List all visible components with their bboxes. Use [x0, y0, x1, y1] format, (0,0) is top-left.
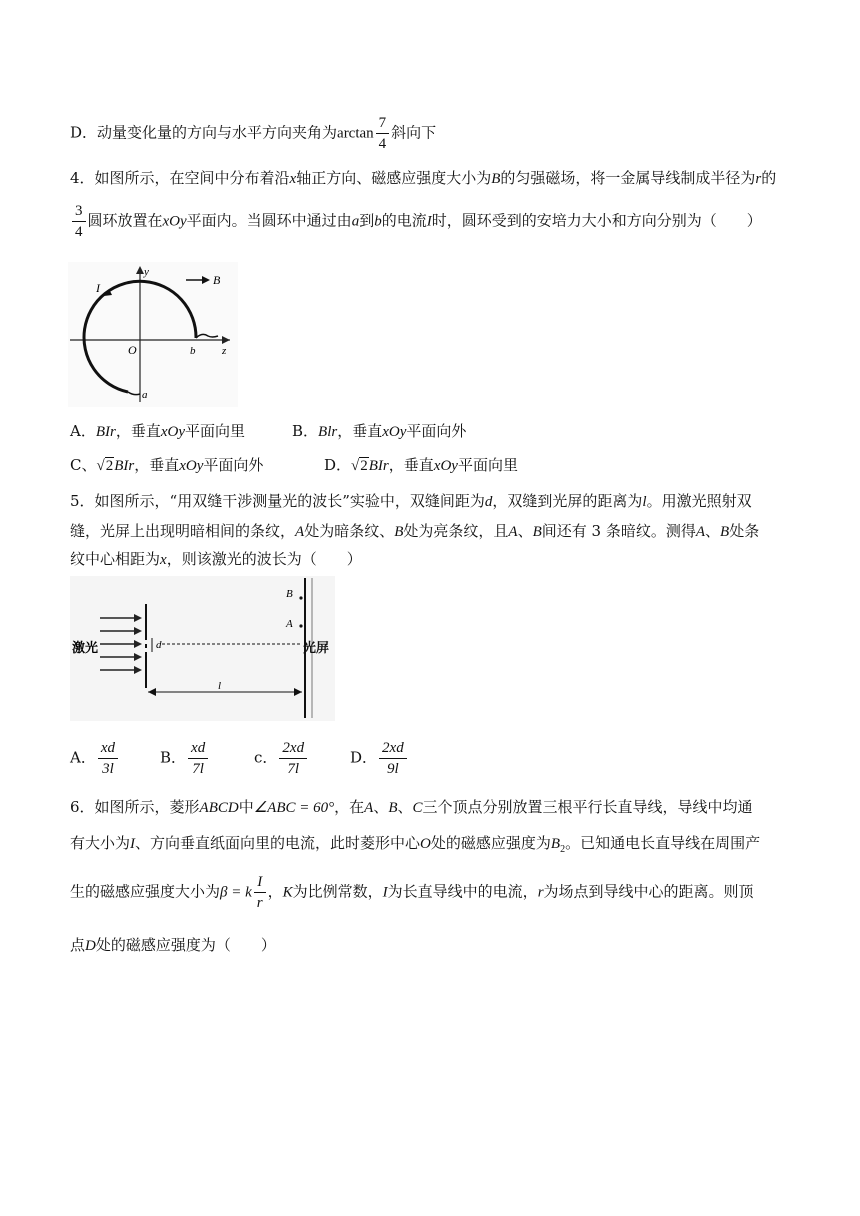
- q6-beta: β = k: [220, 884, 252, 901]
- q5-t10: 处条: [729, 522, 760, 540]
- q4-option-c: [70, 454, 263, 475]
- q3d-tail: 斜向下: [391, 123, 437, 142]
- q4a-t: ，垂直: [115, 422, 161, 440]
- q4-frac-den: 4: [75, 224, 83, 240]
- q6-B2: B: [550, 836, 561, 852]
- q4c-label: C、: [70, 456, 97, 474]
- fig5-label-d: d: [156, 639, 162, 651]
- q5-t5: 处为暗条纹、: [304, 522, 395, 540]
- fig5-label-laser: 激光: [72, 641, 99, 656]
- q6-r: r: [537, 884, 544, 901]
- q4-t5: 圆环放置在: [87, 211, 163, 230]
- q6-t9: 生的磁感应强度大小为: [70, 882, 221, 901]
- fig4-label-I: I: [96, 281, 100, 295]
- q5-option-b: [160, 738, 210, 779]
- q5-t6: 处为亮条纹，且: [403, 522, 509, 540]
- q5-d: d: [484, 494, 493, 510]
- q6-line3: [70, 872, 754, 913]
- q6-t11: 为比例常数，: [292, 882, 383, 901]
- q4b-label: B．: [292, 422, 319, 440]
- q4b-p: xOy: [382, 424, 407, 440]
- q4d-e: 平面向里: [457, 456, 518, 474]
- q4-fraction: [72, 201, 86, 242]
- q6-line2: [70, 832, 760, 855]
- q3d-func: arctan: [337, 125, 374, 142]
- fig4-label-b: b: [190, 345, 196, 357]
- q6-t13: 为场点到导线中心的距离。则顶: [543, 882, 754, 901]
- q5-option-d: [350, 738, 409, 779]
- q5-double-slit-figure: [70, 576, 335, 721]
- q5-A: A: [295, 524, 305, 540]
- q3d-text: D．动量变化量的方向与水平方向夹角为: [70, 123, 338, 142]
- q4-ring-figure: [68, 262, 238, 407]
- q4-I: I: [426, 213, 432, 230]
- q4-t1: 4．如图所示，在空间中分布着沿: [70, 169, 290, 187]
- q6-t3: ，在: [334, 798, 365, 816]
- q5-t4: 缝，光屏上出现明暗相间的条纹，: [70, 522, 296, 540]
- q4c-m: BIr: [114, 458, 135, 474]
- q4-a: a: [351, 213, 360, 230]
- q4-option-a: [70, 420, 245, 441]
- q6-angle: ∠ABC = 60°: [253, 800, 335, 816]
- q6-t4: 三个顶点分别放置三根平行长直导线，导线中均通: [422, 798, 753, 816]
- q4d-label: D．: [324, 456, 352, 474]
- q5a-label: A．: [70, 748, 96, 767]
- q4d-t: ，垂直: [388, 456, 434, 474]
- q5a-den: 3l: [102, 761, 114, 777]
- q6-C: C: [412, 800, 423, 816]
- fig5-label-screen: 光屏: [303, 641, 330, 656]
- q4c-p: xOy: [179, 458, 204, 474]
- q5c-label: c．: [254, 748, 278, 767]
- fig4-label-z: z: [222, 345, 227, 357]
- q6-s2: 、: [397, 798, 413, 816]
- q6-line4: [70, 934, 276, 955]
- q5-A2: A: [508, 524, 518, 540]
- q4b-e: 平面向外: [406, 422, 467, 440]
- q5-l: l: [642, 494, 647, 510]
- point-A-dot: [299, 624, 302, 627]
- q5-B2: B: [532, 524, 542, 540]
- fig5-label-B: B: [286, 588, 293, 600]
- q6-t2: 中: [238, 798, 254, 816]
- q4-b: b: [374, 213, 382, 230]
- q5b-frac: [188, 738, 208, 779]
- q4a-e: 平面向里: [185, 422, 246, 440]
- q4-line1: [70, 167, 776, 188]
- q6-frac-num: I: [254, 872, 266, 893]
- fig5-label-A: A: [286, 618, 293, 630]
- q4-line2: [70, 201, 762, 242]
- q3d-fraction: [376, 113, 390, 154]
- q4-r: r: [755, 171, 762, 187]
- q5-option-a: [70, 738, 120, 779]
- q5b-den: 7l: [192, 761, 204, 777]
- q5c-den: 7l: [287, 761, 300, 777]
- q5a-frac: [98, 738, 118, 779]
- q4-t4: 的: [761, 169, 777, 187]
- q6-D: D: [85, 938, 96, 954]
- q5-t2: ，双缝到光屏的距离为: [492, 492, 643, 510]
- q3d-den: 4: [378, 136, 387, 152]
- q6-frac-den: r: [256, 895, 263, 911]
- q6-I: I: [130, 836, 136, 852]
- q4a-p: xOy: [160, 424, 186, 440]
- q4-B: B: [491, 171, 501, 187]
- q6-A: A: [364, 800, 374, 816]
- q5-t12: ，则该激光的波长为（ ）: [166, 550, 362, 568]
- q3d-num: 7: [376, 113, 390, 134]
- q4d-rad: 2: [360, 458, 368, 474]
- q6-s1: 、: [373, 798, 389, 816]
- q6-I2: I: [382, 884, 388, 901]
- q5c-num: 2xd: [279, 738, 307, 759]
- q6-t14: 点: [70, 936, 86, 954]
- q4c-sqrt: √2: [96, 458, 114, 474]
- q5-x: x: [160, 552, 167, 568]
- q4-t6: 平面内。当圆环中通过由: [186, 211, 352, 230]
- fig4-label-B: B: [213, 273, 221, 287]
- q5-A3: A: [695, 524, 706, 540]
- q6-B: B: [388, 800, 398, 816]
- q6-t6: 、方向垂直纸面向里的电流，此时菱形中心: [135, 834, 421, 852]
- q4-frac-num: 3: [72, 201, 86, 222]
- q6-t7: 处的磁感应强度为: [430, 834, 551, 852]
- q5a-num: xd: [98, 738, 118, 759]
- q6-line1: [70, 796, 753, 817]
- fig4-label-O: O: [128, 343, 137, 357]
- q3-option-d: [70, 113, 436, 154]
- q6-O: O: [420, 836, 431, 852]
- q6-t15: 处的磁感应强度为（ ）: [95, 936, 276, 954]
- q5-t8: 间还有 3 条暗纹。测得: [541, 522, 696, 540]
- q5-t3: 。用激光照射双: [646, 492, 752, 510]
- q4c-rad: 2: [105, 458, 114, 474]
- q5d-num: 2xd: [379, 738, 407, 759]
- q5-B3: B: [720, 524, 730, 540]
- q4-t9: 时，圆环受到的安培力大小和方向分别为（ ）: [431, 211, 762, 230]
- q6-t5: 有大小为: [70, 834, 131, 852]
- q6-sub2: 2: [560, 844, 566, 855]
- q6-t12: 为长直导线中的电流，: [387, 882, 538, 901]
- q5d-den: 9l: [387, 761, 399, 777]
- q5d-label: D．: [350, 748, 378, 767]
- q6-K: K: [282, 884, 293, 901]
- q4c-t: ，垂直: [134, 456, 180, 474]
- q4a-label: A．: [70, 422, 96, 440]
- q4b-m: Blr: [318, 424, 338, 440]
- q4d-p: xOy: [433, 458, 458, 474]
- q5-t11: 纹中心相距为: [70, 550, 161, 568]
- q4-option-d: [324, 454, 518, 475]
- q4-option-b: [292, 420, 466, 441]
- fig4-label-y: y: [144, 266, 149, 278]
- q5-t1: 5．如图所示，“用双缝干涉测量光的波长”实验中，双缝间距为: [70, 492, 485, 510]
- q5-t7: 、: [517, 522, 533, 540]
- q4-t8: 的电流: [381, 211, 427, 230]
- point-B-dot: [299, 596, 302, 599]
- q4d-sqrt: √2: [351, 458, 368, 474]
- q4-t7: 到: [359, 211, 375, 230]
- q4-t2: 轴正方向、磁感应强度大小为: [296, 169, 492, 187]
- q5-option-c: [254, 738, 309, 779]
- q4-x: x: [289, 171, 297, 187]
- q6-t1: 6．如图所示，菱形: [70, 798, 200, 816]
- fig4-label-a: a: [142, 389, 148, 401]
- q5c-frac: [279, 738, 307, 779]
- q5-t9: 、: [705, 522, 721, 540]
- q5d-frac: [379, 738, 407, 779]
- q5-B: B: [394, 524, 404, 540]
- q6-t8: 。已知通电长直导线在周围产: [565, 834, 761, 852]
- q5b-num: xd: [188, 738, 208, 759]
- q5-line2: [70, 520, 759, 541]
- q4c-e: 平面向外: [203, 456, 264, 474]
- q4-xoy: xOy: [162, 213, 187, 230]
- q6-t10: ，: [267, 882, 283, 901]
- q4b-t: ，垂直: [337, 422, 383, 440]
- q4-t3: 的匀强磁场，将一金属导线制成半径为: [500, 169, 756, 187]
- q6-frac: [254, 872, 266, 913]
- q5-line1: [70, 490, 752, 511]
- q5b-label: B．: [160, 748, 187, 767]
- q6-abcd: ABCD: [199, 800, 239, 816]
- q4a-m: BIr: [95, 424, 116, 440]
- q4d-m: BIr: [368, 458, 389, 474]
- q5-line3: [70, 548, 362, 569]
- fig5-label-l: l: [218, 680, 222, 692]
